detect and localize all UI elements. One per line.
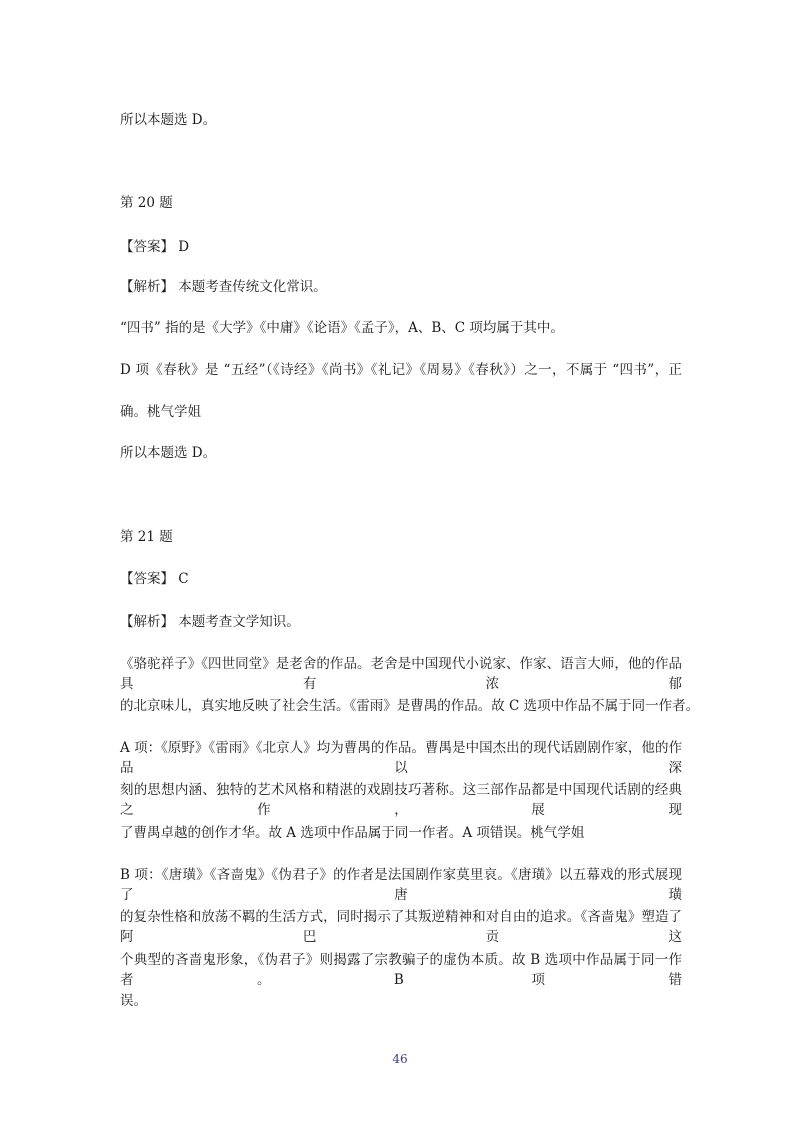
question-heading-21: 第 21 题 <box>120 529 173 545</box>
analysis-q21-line: 《骆驼祥子》《四世同堂》是老舍的作品。老舍是中国现代小说家、作家、语言大师，他的作品具有浓郁 <box>120 656 682 692</box>
analysis-q21-title: 【解析】 本题考查文学知识。 <box>120 614 300 630</box>
analysis-q21-line: 误。 <box>120 993 147 1009</box>
analysis-q20-line: “四书” 指的是《大学》《中庸》《论语》《孟子》，A、B、C 项均属于其中。 <box>120 320 564 336</box>
analysis-q20-title: 【解析】 本题考查传统文化常识。 <box>120 279 327 295</box>
analysis-q21-line: 的复杂性格和放荡不羁的生活方式，同时揭示了其叛逆精神和对自由的追求。《吝啬鬼》塑造了阿巴贡这 <box>120 909 682 945</box>
answer-q20: 【答案】 D <box>120 239 190 255</box>
analysis-q20-line: D 项《春秋》是 “五经”（《诗经》《尚书》《礼记》《周易》《春秋》）之一，不属于 “四书”，正 <box>120 362 682 378</box>
analysis-q20-line: 确。桃气学姐 <box>120 404 201 420</box>
question-heading-20: 第 20 题 <box>120 195 173 211</box>
analysis-q21-line: 刻的思想内涵、独特的艺术风格和精湛的戏剧技巧著称。这三部作品都是中国现代话剧的经典之作，展现 <box>120 782 682 818</box>
analysis-q21-line: A 项：《原野》《雷雨》《北京人》均为曹禺的作品。曹禺是中国杰出的现代话剧剧作家，他的作品以深 <box>120 740 682 776</box>
conclusion-q19: 所以本题选 D。 <box>120 112 217 128</box>
analysis-q21-line: B 项：《唐璜》《吝啬鬼》《伪君子》的作者是法国剧作家莫里哀。《唐璜》以五幕戏的形式展现了唐璜 <box>120 867 682 903</box>
analysis-q21-line: 个典型的吝啬鬼形象，《伪君子》则揭露了宗教骗子的虚伪本质。故 B 选项中作品属于同一作者。B 项错 <box>120 952 682 988</box>
answer-q21: 【答案】 C <box>120 571 189 587</box>
page-number: 46 <box>392 1052 408 1066</box>
analysis-q21-line: 了曹禺卓越的创作才华。故 A 选项中作品属于同一作者。A 项错误。桃气学姐 <box>120 825 585 841</box>
analysis-q21-line: 的北京味儿，真实地反映了社会生活。《雷雨》是曹禺的作品。故 C 选项中作品不属于同一作者。 <box>120 698 700 714</box>
conclusion-q20: 所以本题选 D。 <box>120 445 217 461</box>
